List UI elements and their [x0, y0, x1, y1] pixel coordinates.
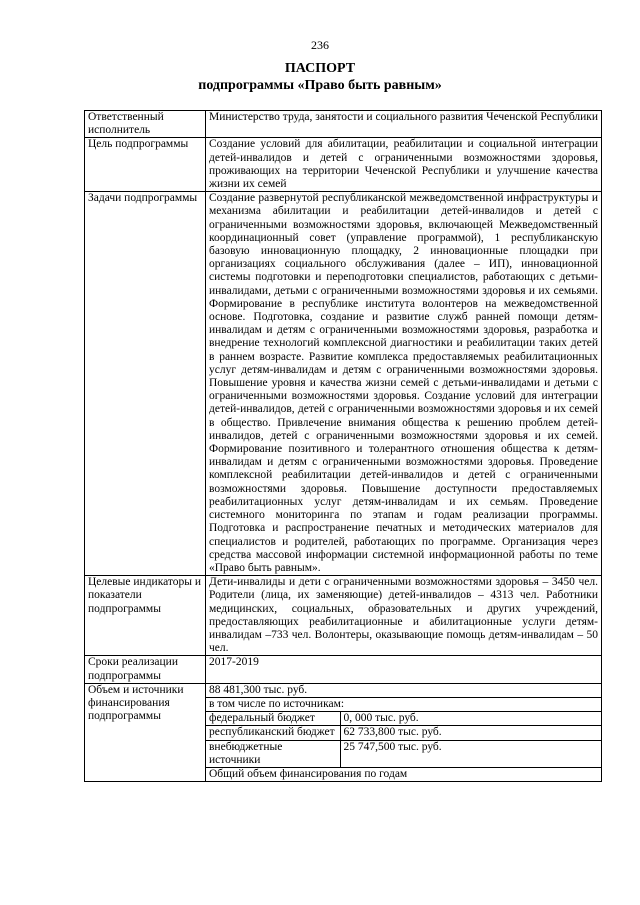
- table-row: [85, 138, 602, 192]
- row-label: Целевые индикаторы и показатели подпрограммы: [85, 576, 206, 656]
- funding-source-row: [206, 726, 601, 740]
- funding-label: Объем и источники финансирования подпрограммы: [85, 683, 206, 781]
- funding-cell: [206, 683, 602, 781]
- funding-footer: Общий объем финансирования по годам: [206, 767, 601, 781]
- funding-source-name: федеральный бюджет: [206, 712, 340, 726]
- funding-total: 88 481,300 тыс. руб.: [206, 684, 601, 698]
- funding-source-name: республиканский бюджет: [206, 726, 340, 740]
- funding-footer-row: [206, 767, 601, 781]
- funding-source-amount: 25 747,500 тыс. руб.: [340, 740, 601, 767]
- table-row: [85, 111, 602, 138]
- title-heading: ПАСПОРТ: [284, 61, 356, 76]
- table-row-funding: [85, 683, 602, 781]
- row-label: Задачи подпрограммы: [85, 192, 206, 576]
- row-content: Создание условий для абилитации, реабилитации и социальной интеграции детей-инвалидов и детей с ограниченными возможностями здоровья, проживающих на территории Чеченской Республики и улучшение качества жизни их семей: [206, 138, 602, 192]
- funding-source-name: внебюджетные источники: [206, 740, 340, 767]
- funding-source-amount: 62 733,800 тыс. руб.: [340, 726, 601, 740]
- row-content: 2017-2019: [206, 656, 602, 683]
- funding-source-row: [206, 712, 601, 726]
- table-row: [85, 192, 602, 576]
- row-label: Цель подпрограммы: [85, 138, 206, 192]
- funding-total-row: [206, 684, 601, 698]
- row-label: Ответственный исполнитель: [85, 111, 206, 138]
- funding-source-row: [206, 740, 601, 767]
- passport-table: [84, 110, 602, 782]
- table-row: [85, 656, 602, 683]
- title-subheading: подпрограммы «Право быть равным»: [198, 78, 442, 93]
- funding-source-amount: 0, 000 тыс. руб.: [340, 712, 601, 726]
- document-title: [0, 60, 640, 94]
- table-row: [85, 576, 602, 656]
- funding-sources-header-row: [206, 697, 601, 711]
- page-number: 236: [311, 38, 329, 52]
- row-content: Создание развернутой республиканской межведомственной инфраструктуры и механизма абилитации и реабилитации детей-инвалидов и детей с ограниченными возможностями здоровья, включающей Межведомственный координационный совет (управление программой), 1 республиканскую базовую инновационную площадку, 2 инновационные площадки при организациях социального обслуживания (далее – ИП), инновационной системы подготовки и переподготовки специалистов, работающих с детьми-инвалидами, детьми с ограниченными возможностями здоровья и их семьями. Формирование в республике института волонтеров на межведомственной основе. Подготовка, создание и развитие служб ранней помощи детям-инвалидам и детям с ограниченными возможностями здоровья, разработка и внедрение технологий комплексной диагностики и реабилитации таких детей в раннем возрасте. Развитие комплекса предоставляемых реабилитационных услуг детям-инвалидам и детям с ограниченными возможностями здоровья. Повышение уровня и качества жизни семей с детьми-инвалидами и детьми с ограниченными возможностями здоровья. Создание условий для интеграции детей-инвалидов, детей с ограниченными возможностями здоровья и их семей в общество. Привлечение внимания общества к решению проблем детей-инвалидов, детей с ограниченными возможностями здоровья и их семей. Формирование позитивного и толерантного отношения общества к детям-инвалидам и детям с ограниченными возможностями здоровья. Проведение комплексной реабилитации детей-инвалидов и детей с ограниченными возможностями здоровья. Повышение доступности предоставляемых реабилитационных услуг детям-инвалидам и их семьям. Проведение системного мониторинга по этапам и годам реализации программы. Подготовка и распространение печатных и методических материалов для специалистов и родителей, работающих по программе. Организация через средства массовой информации системной информационной работы по теме «Право быть равным».: [206, 192, 602, 576]
- row-content: Министерство труда, занятости и социального развития Чеченской Республики: [206, 111, 602, 138]
- funding-sources-header: в том числе по источникам:: [206, 697, 601, 711]
- row-label: Сроки реализации подпрограммы: [85, 656, 206, 683]
- row-content: Дети-инвалиды и дети с ограниченными возможностями здоровья – 3450 чел. Родители (лица, их заменяющие) детей-инвалидов – 4313 чел. Работники медицинских, социальных, образовательных и других учреждений, предоставляющих реабилитационные и абилитационные услуги детям-инвалидам –733 чел. Волонтеры, оказывающие помощь детям-инвалидам – 50 чел.: [206, 576, 602, 656]
- funding-table: [206, 684, 601, 781]
